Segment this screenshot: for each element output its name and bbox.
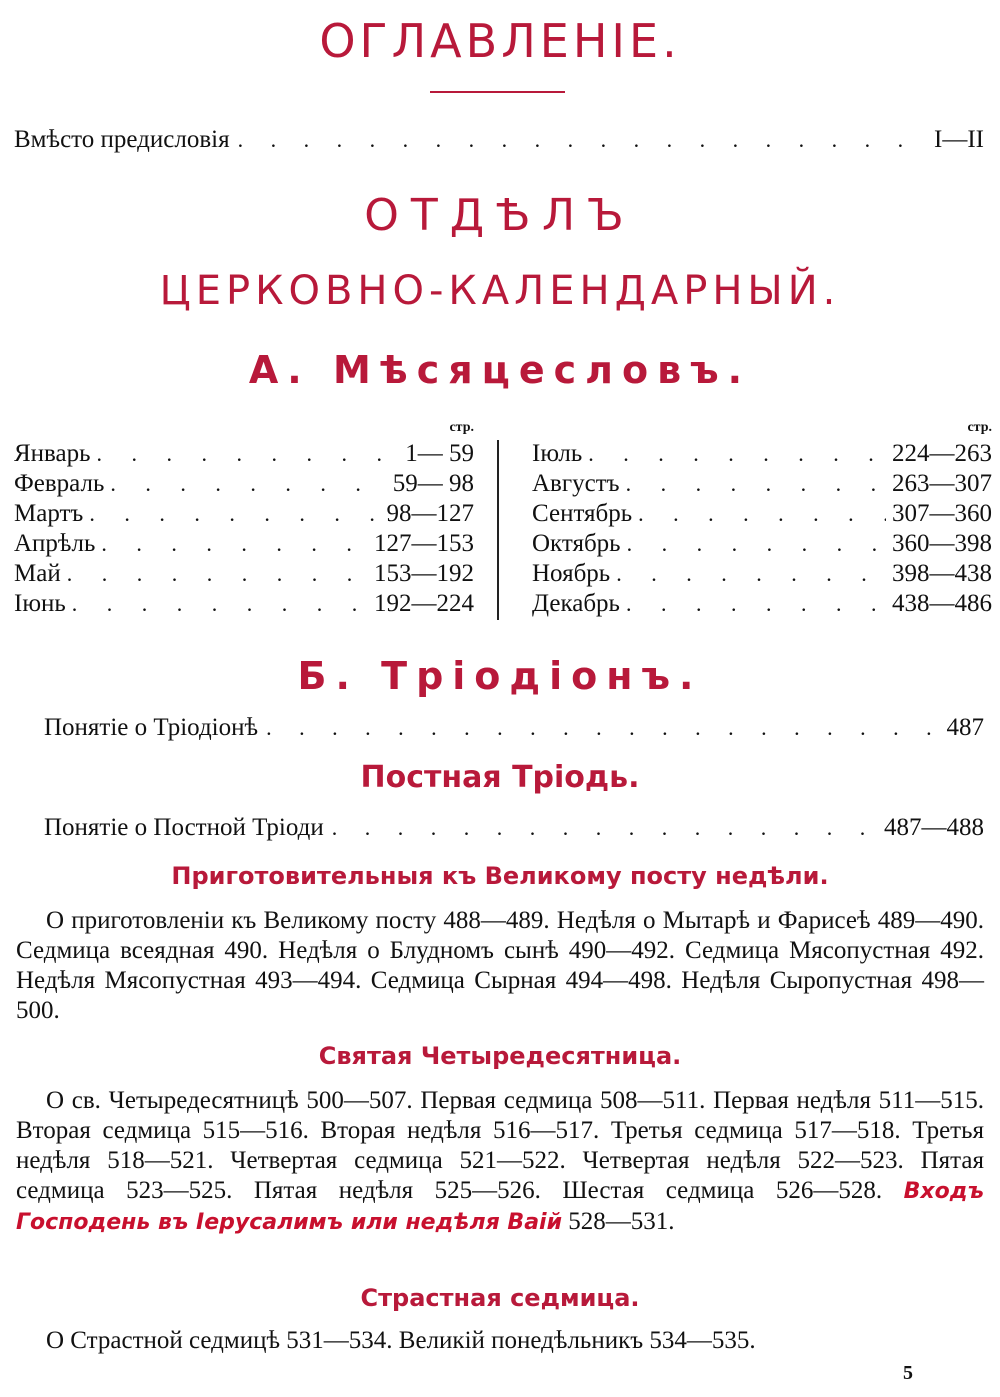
month-name: Ноябрь <box>532 560 611 587</box>
leader-dots <box>67 561 368 587</box>
month-row[interactable] <box>14 530 474 560</box>
page-title: ОГЛАВЛЕНІЕ. <box>319 14 681 68</box>
month-pages: 307—360 <box>892 500 992 527</box>
preparatory-weeks-text: О приготовленіи къ Великому посту 488—489. Недѣля о Мытарѣ и Фарисеѣ 489—490. Седмица всеядная 490. Недѣля о Блудномъ сынѣ 490—492. Седмица Мясопустная 492. Недѣля Мясопустная 493—494. Седмица Сырная 494—498. Недѣля Сыропустная 498—500. <box>16 907 984 1024</box>
toc-entry-preface[interactable] <box>14 126 984 154</box>
month-name: Апрѣль <box>14 530 96 557</box>
toc-entry-lenten-concept[interactable] <box>44 814 984 842</box>
section-subtitle: ЦЕРКОВНО-КАЛЕНДАРНЫЙ. <box>159 268 841 314</box>
toc-entry-pages: I—II <box>934 126 984 153</box>
month-pages: 1— 59 <box>405 440 474 467</box>
leader-dots <box>110 471 386 497</box>
month-pages: 398—438 <box>892 560 992 587</box>
month-name: Январь <box>14 440 91 467</box>
column-divider <box>497 440 499 620</box>
title-divider <box>430 91 565 93</box>
leader-dots <box>89 501 380 527</box>
month-name: Іюль <box>532 440 583 467</box>
month-row[interactable] <box>14 560 474 590</box>
month-row[interactable] <box>14 500 474 530</box>
leader-dots <box>97 441 400 467</box>
month-row[interactable] <box>532 560 992 590</box>
leader-dots <box>72 591 368 617</box>
palm-sunday-highlight: Входъ Господень въ Іерусалимъ или недѣля Ваій <box>16 1179 984 1235</box>
months-table <box>14 420 992 617</box>
section-title: ОТДѢЛЪ <box>364 190 636 241</box>
leader-dots <box>332 815 876 841</box>
lenten-triodion-title: Постная Тріодь. <box>360 760 640 795</box>
page-column-header: стр. <box>967 420 992 435</box>
triodion-title: Б. Тріодіонъ. <box>297 654 703 698</box>
forty-days-heading: Святая Четыредесятница. <box>318 1042 682 1070</box>
toc-entry-label: Понятіе о Тріодіонѣ <box>44 714 259 741</box>
month-pages: 127—153 <box>374 530 474 557</box>
month-pages: 360—398 <box>892 530 992 557</box>
month-name: Февраль <box>14 470 105 497</box>
forty-days-text <box>16 1086 984 1238</box>
month-pages: 153—192 <box>374 560 474 587</box>
month-row[interactable] <box>532 500 992 530</box>
month-pages: 98—127 <box>386 500 474 527</box>
passion-week-heading: Страстная седмица. <box>360 1284 640 1312</box>
preparatory-weeks-heading: Приготовительныя къ Великому посту недѣли. <box>171 862 829 890</box>
forty-days-body: О св. Четыредесятницѣ 500—507. Первая седмица 508—511. Первая недѣля 511—515. Вторая седмица 515—516. Вторая недѣля 516—517. Третья седмица 517—518. Третья недѣля 518—521. Четвертая седмица 521—522. Четвертая недѣля 522—523. Пятая седмица 523—525. Пятая недѣля 525—526. Шестая седмица 526—528. <box>16 1087 984 1204</box>
toc-entry-pages: 487 <box>946 714 984 741</box>
month-row[interactable] <box>532 590 992 620</box>
month-name: Декабрь <box>532 590 620 617</box>
toc-entry-label: Вмѣсто предисловія <box>14 126 230 153</box>
leader-dots <box>626 591 886 617</box>
month-name: Октябрь <box>532 530 621 557</box>
month-pages: 59— 98 <box>392 470 474 497</box>
month-name: Іюнь <box>14 590 66 617</box>
month-name: Май <box>14 560 61 587</box>
months-column-right <box>532 420 992 620</box>
month-name: Августъ <box>532 470 620 497</box>
month-pages: 263—307 <box>892 470 992 497</box>
months-column-left <box>14 420 474 620</box>
passion-week-text: О Страстной седмицѣ 531—534. Великій понедѣльникъ 534—535. <box>46 1327 756 1354</box>
month-row[interactable] <box>532 440 992 470</box>
month-row[interactable] <box>14 590 474 620</box>
leader-dots <box>266 715 938 741</box>
toc-entry-label: Понятіе о Постной Тріоди <box>44 814 324 841</box>
leader-dots <box>626 471 886 497</box>
menologion-title: А. Мѣсяцесловъ. <box>248 348 752 392</box>
leader-dots <box>101 531 368 557</box>
page-number: 5 <box>903 1362 913 1384</box>
month-row[interactable] <box>14 470 474 500</box>
leader-dots <box>638 501 886 527</box>
page-column-header: стр. <box>449 420 474 435</box>
month-name: Мартъ <box>14 500 84 527</box>
month-row[interactable] <box>532 530 992 560</box>
leader-dots <box>616 561 886 587</box>
toc-entry-triodion-concept[interactable] <box>44 714 984 742</box>
leader-dots <box>588 441 886 467</box>
leader-dots <box>627 531 886 557</box>
month-pages: 224—263 <box>892 440 992 467</box>
month-row[interactable] <box>14 440 474 470</box>
toc-entry-pages: 487—488 <box>884 814 984 841</box>
month-row[interactable] <box>532 470 992 500</box>
leader-dots <box>238 127 926 153</box>
month-pages: 438—486 <box>892 590 992 617</box>
month-pages: 192—224 <box>374 590 474 617</box>
month-name: Сентябрь <box>532 500 633 527</box>
palm-sunday-pages: 528—531. <box>568 1208 675 1235</box>
